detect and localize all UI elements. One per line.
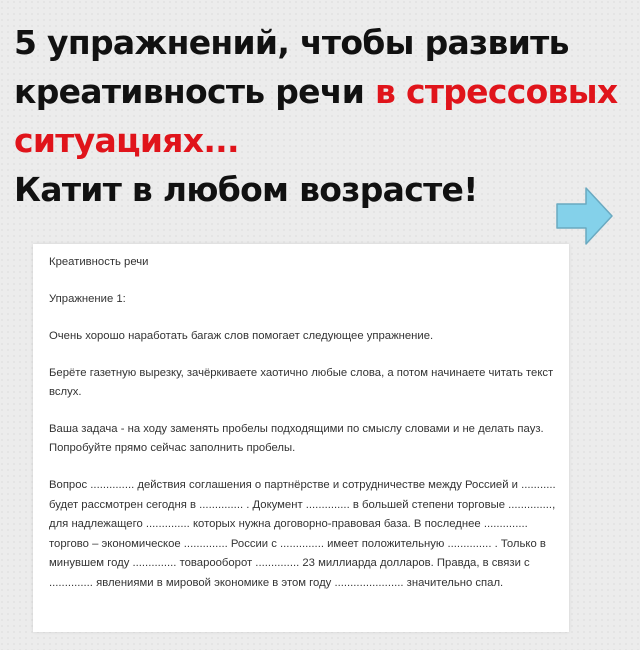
document-body [49, 253, 561, 593]
headline-line-4: Катит в любом возрасте! [14, 170, 478, 209]
headline [14, 18, 634, 214]
paragraph-2: Берёте газетную вырезку, зачёркиваете хаотично любые слова, а потом начинаете читать текст вслух. [49, 367, 554, 398]
headline-line-2-red: в стрессовых [375, 72, 618, 111]
headline-line-2-black: креативность речи [14, 72, 375, 111]
paragraph-4: Вопрос .............. действия соглашения о партнёрстве и сотрудничестве между Россией и ........... будет рассмотрен сегодня в .............. . Документ .............. в большей степени торговые .............., для надлежащего .............. которых нужна договорно-правовая база. В последнее .............. торгово – экономическое .............. России с .............. имеет положительную .............. . Только в минувшем году .............. товарооборот .............. 23 миллиарда долларов. Правда, в связи с .............. явлениями в мировой экономике в этом году ...................... значительно спал. [49, 479, 556, 589]
headline-line-3: ситуациях... [14, 121, 239, 160]
exercise-heading: Упражнение 1: [49, 293, 126, 305]
headline-line-2 [14, 67, 634, 116]
arrow-right-icon [556, 186, 614, 246]
paragraph-3: Ваша задача - на ходу заменять пробелы подходящими по смыслу словами и не делать пауз. Попробуйте прямо сейчас заполнить пробелы. [49, 423, 544, 454]
document-card [33, 244, 569, 632]
paragraph-1: Очень хорошо наработать багаж слов помогает следующее упражнение. [49, 330, 434, 342]
document-title: Креативность речи [49, 256, 149, 268]
headline-line-1: 5 упражнений, чтобы развить [14, 23, 569, 62]
